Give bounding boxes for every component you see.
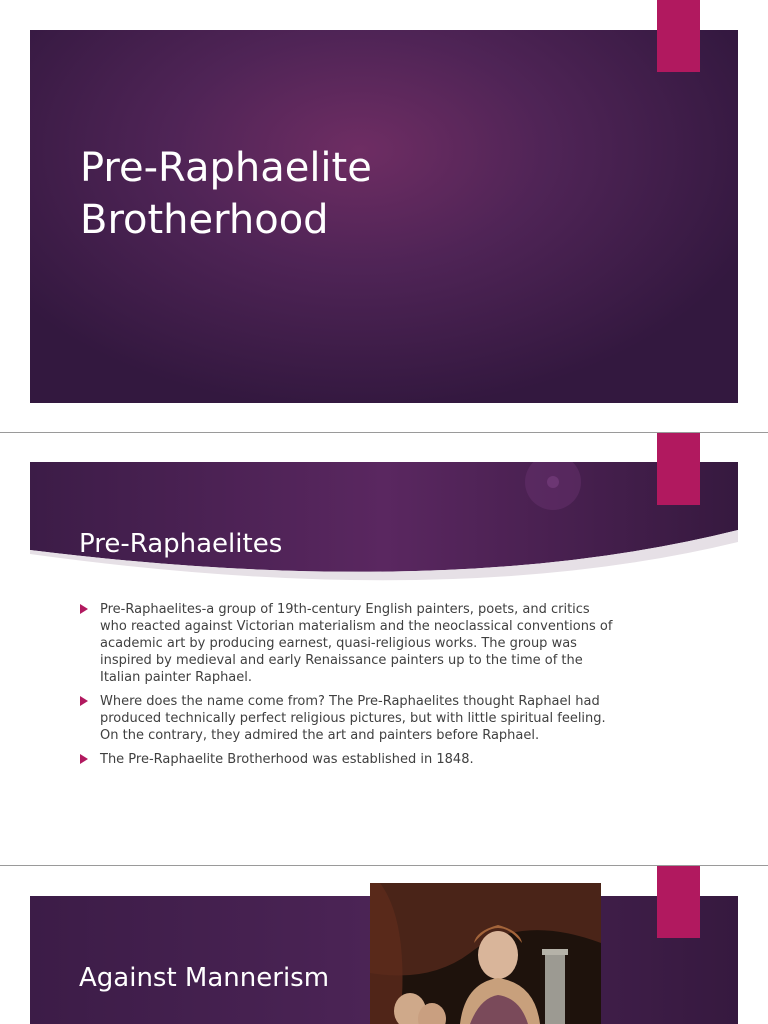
triangle-bullet-icon	[80, 696, 88, 706]
accent-tab	[657, 0, 700, 72]
slide-title-text: Against Mannerism	[79, 963, 330, 993]
slide-title	[0, 0, 768, 432]
header-band-shape	[30, 462, 738, 582]
list-item	[80, 751, 620, 768]
accent-tab	[657, 433, 700, 505]
bullet-text: The Pre-Raphaelite Brotherhood was established in 1848.	[100, 752, 474, 767]
list-item	[80, 693, 620, 744]
slide-title-text: Pre-Raphaelites	[79, 529, 283, 559]
triangle-bullet-icon	[80, 604, 88, 614]
slide-against-mannerism	[0, 866, 768, 1024]
slide-pre-raphaelites	[0, 433, 768, 865]
bullet-list	[80, 601, 620, 775]
bullet-text: Pre-Raphaelites-a group of 19th-century English painters, poets, and critics who reacted against Victorian materialism and the neoclassical conventions of academic art by producing earnest, quasi-religious works. The group was inspired by medieval and early Renaissance painters up to the time of the Italian painter Raphael.	[100, 602, 613, 685]
painting-image	[370, 883, 601, 1024]
slide-title-text: Pre-Raphaelite Brotherhood	[80, 145, 372, 243]
triangle-bullet-icon	[80, 754, 88, 764]
bullet-text: Where does the name come from? The Pre-Raphaelites thought Raphael had produced technically perfect religious pictures, but with little spiritual feeling. On the contrary, they admired the art and painters before Raphael.	[100, 694, 606, 743]
list-item	[80, 601, 620, 686]
accent-tab	[657, 866, 700, 938]
header-band	[30, 462, 738, 582]
title-panel	[30, 30, 738, 403]
